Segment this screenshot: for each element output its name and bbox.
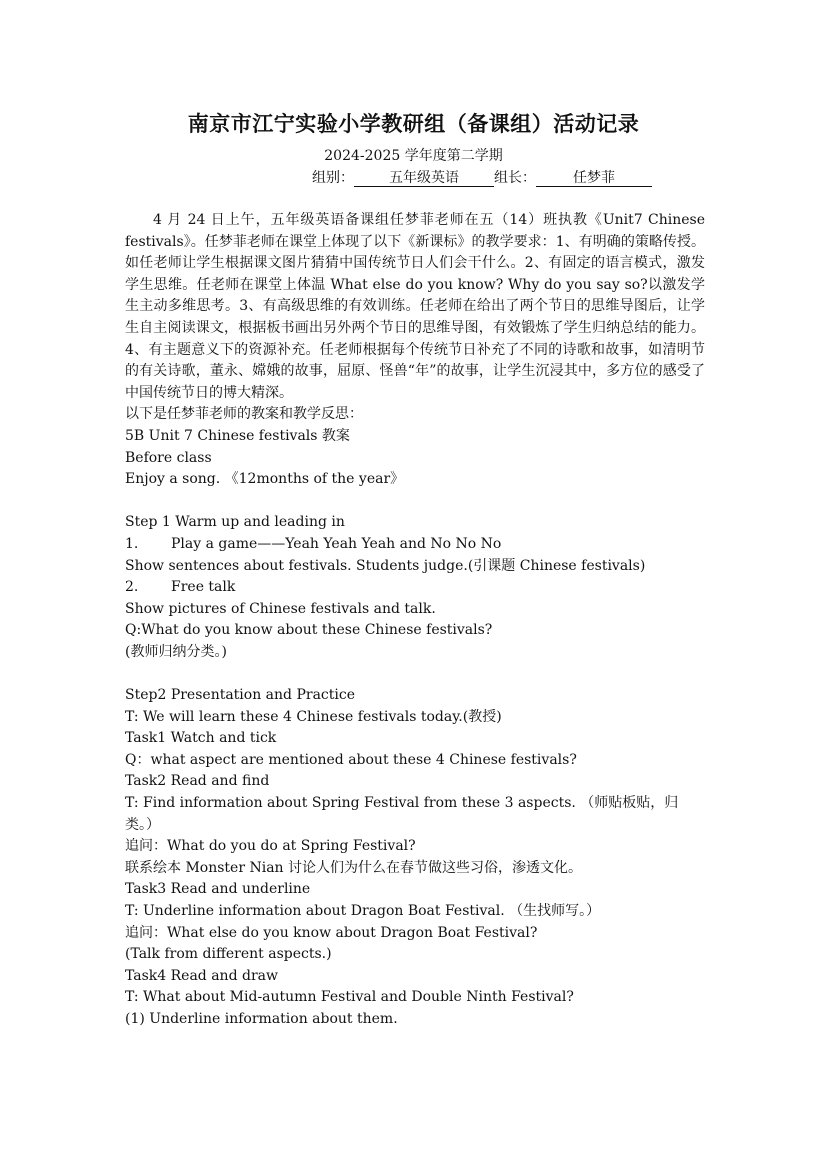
text-line: (教师归纳分类。) xyxy=(125,643,227,660)
text-line: 联系绘本 Monster Nian 讨论人们为什么在春节做这些习俗，渗透文化。 xyxy=(125,859,583,876)
text-line: T: What about Mid-autumn Festival and Double Ninth Festival? xyxy=(125,989,574,1006)
text-line: (Talk from different aspects.) xyxy=(125,946,332,963)
text-line: Enjoy a song. 《12months of the year》 xyxy=(125,471,405,488)
item-number: 2. xyxy=(125,579,139,596)
text-line: Show sentences about festivals. Students judge.(引课题 Chinese festivals) xyxy=(125,557,646,574)
item-number: 1. xyxy=(125,535,139,552)
term-line: 2024-2025 学年度第二学期 xyxy=(324,148,503,164)
text-line: Task4 Read and draw xyxy=(125,967,278,984)
text-line: Task3 Read and underline xyxy=(125,881,311,898)
blank-line xyxy=(125,663,705,685)
text-line: (1) Underline information about them. xyxy=(125,1010,398,1027)
group-value: 五年级英语 xyxy=(354,170,494,187)
item-text: Play a game——Yeah Yeah Yeah and No No No xyxy=(171,535,502,552)
text-line: Q：what aspect are mentioned about these 4 Chinese festivals? xyxy=(125,751,577,768)
leader-value: 任梦菲 xyxy=(536,170,652,187)
text-line: Show pictures of Chinese festivals and talk. xyxy=(125,600,436,617)
section-heading: Step 1 Warm up and leading in xyxy=(125,514,345,531)
text-line: T: We will learn these 4 Chinese festivals today.(教授) xyxy=(125,708,502,725)
text-line: Task1 Watch and tick xyxy=(125,730,277,747)
text-line: Q:What do you know about these Chinese festivals? xyxy=(125,622,493,639)
numbered-item xyxy=(125,577,705,599)
text-line: T: Underline information about Dragon Boat Festival. （生找师写。） xyxy=(125,903,601,919)
page-title: 南京市江宁实验小学教研组（备课组）活动记录 xyxy=(187,111,640,136)
text-line: 以下是任梦菲老师的教案和教学反思： xyxy=(125,406,363,423)
document-body xyxy=(125,210,705,1031)
item-text: Free talk xyxy=(171,579,236,596)
group-leader-line xyxy=(312,167,652,187)
leader-label: 组长： xyxy=(494,170,536,186)
section-heading: Step2 Presentation and Practice xyxy=(125,687,355,704)
text-line: Task2 Read and find xyxy=(125,773,270,790)
blank-line xyxy=(125,491,705,513)
numbered-item xyxy=(125,534,705,556)
text-line: Before class xyxy=(125,449,212,466)
text-line: 5B Unit 7 Chinese festivals 教案 xyxy=(125,427,350,444)
text-line: T: Find information about Spring Festival from these 3 aspects. （师贴板贴，归类。） xyxy=(125,795,679,833)
intro-paragraph: 4 月 24 日上午，五年级英语备课组任梦菲老师在五（14）班执教《Unit7 Chinese festivals》。任梦菲老师在课堂上体现了以下《新课标》的教学要求：1、有明确的策略传授。如任老师让学生根据课文图片猜猜中国传统节日人们会干什么。2、有固定的语言模式，激发学生思维。任老师在课堂上体温 What else do you know? Why do you say so?以激发学生主动多维思考。3、有高级思维的有效训练。任老师在给出了两个节日的思维导图后，让学生自主阅读课文，根据板书画出另外两个节日的思维导图，有效锻炼了学生归纳总结的能力。4、有主题意义下的资源补充。任老师根据每个传统节日补充了不同的诗歌和故事，如清明节的有关诗歌，董永、嫦娥的故事，屈原、怪兽“年”的故事，让学生沉浸其中，多方位的感受了中国传统节日的博大精深。 xyxy=(125,212,705,401)
group-label: 组别： xyxy=(312,170,354,186)
text-line: 追问：What do you do at Spring Festival? xyxy=(125,838,416,855)
text-line: 追问：What else do you know about Dragon Boat Festival? xyxy=(125,924,538,941)
